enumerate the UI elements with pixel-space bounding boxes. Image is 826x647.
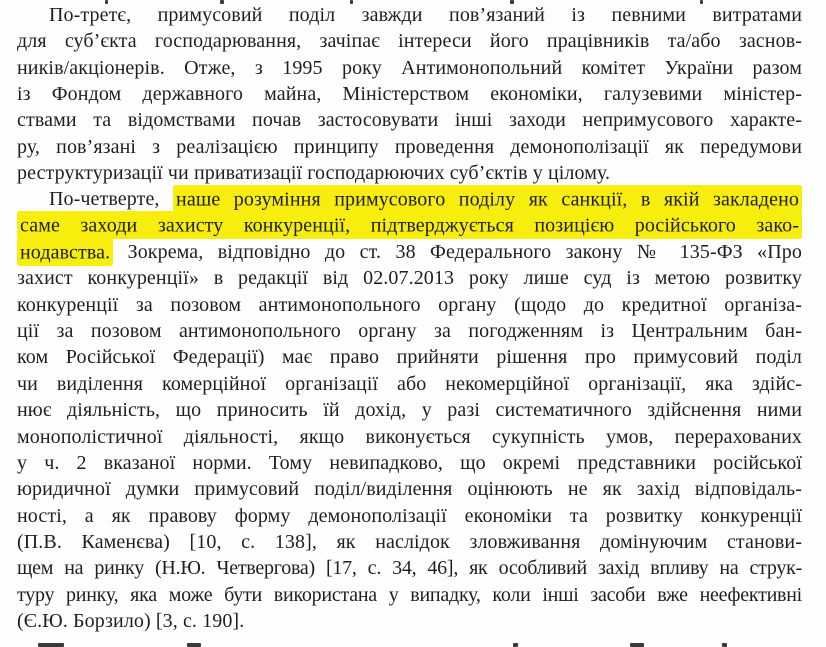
text-line — [17, 292, 802, 318]
highlighted-text: наше розуміння примусового поділу як санкції, в якій закладено — [173, 185, 802, 213]
text-line — [17, 450, 802, 476]
text-segment: захист конкуренції» в редакції від 02.07.2013 року лише суд із метою розвитку — [17, 267, 802, 290]
text-segment: щем на ринку (Н.Ю. Четвергова) [17, с. 34, 46], як особливий захід впливу на струк- — [17, 557, 802, 580]
text-segment: ствами та відомствами почав застосовувати інші заходи непримусового характе- — [17, 109, 802, 132]
text-segment: конкуренції за позовом антимонопольного органу (щодо до кредитної організа- — [17, 293, 802, 316]
text-line — [17, 55, 802, 81]
text-line — [17, 476, 802, 502]
text-segment: ком Російської Федерації) має право прийняти рішення про примусовий поділ — [17, 346, 802, 369]
text-segment: монополістичної діяльності, якщо виконується сукупність умов, перерахованих — [17, 425, 802, 448]
text-line — [17, 107, 802, 133]
text-line — [17, 28, 802, 54]
clipped-line-top-fragment — [510, 0, 514, 4]
text-line — [17, 134, 802, 160]
clipped-line-bottom-fragment — [722, 643, 727, 647]
text-line — [17, 318, 802, 344]
text-line — [17, 371, 802, 397]
text-line — [17, 81, 802, 107]
clipped-line-top-fragment — [220, 0, 224, 4]
text-segment: По-третє, примусовий поділ завжди пов’язаний із певними витратами — [49, 4, 802, 26]
text-segment: (П.В. Каменєва) [10, с. 138], як наслідок зловживання домінуючим станови- — [17, 530, 802, 553]
clipped-line-top-fragment — [105, 0, 108, 4]
clipped-line-bottom-fragment — [630, 643, 644, 647]
text-segment: із Фондом державного майна, Міністерством економіки, галузевими міністер- — [17, 83, 802, 106]
text-segment: ру, пов’язані з реалізацією принципу проведення демонополізації як передумови — [17, 135, 802, 158]
clipped-line-bottom-fragment — [187, 643, 201, 647]
clipped-line-top-fragment — [350, 0, 353, 4]
highlighted-text: саме заходи захисту конкуренції, підтверджується позицією російського зако- — [17, 211, 802, 239]
clipped-line-bottom-fragment — [513, 643, 518, 647]
text-segment: нює діяльність, що приносить їй дохід, у разі систематичного здійснення ними — [17, 399, 802, 422]
text-line — [17, 529, 802, 555]
text-segment: реструктуризації чи приватизації господарюючих суб’єктів у цілому. — [17, 162, 611, 185]
text-segment: (Є.Ю. Борзило) [3, с. 190]. — [17, 609, 245, 632]
text-line — [17, 186, 802, 212]
text-line — [17, 608, 802, 634]
text-segment: ції за позовом антимонопольного органу за погодженням із Центральним бан- — [17, 320, 802, 343]
text-segment: чи виділення комерційної організації або некомерційної організації, яка здійс- — [17, 372, 802, 395]
text-line — [17, 160, 802, 186]
text-segment: для суб’єкта господарювання, зачіпає інтереси його працівників та/або заснов- — [17, 30, 802, 53]
text-line — [17, 213, 802, 239]
clipped-line-bottom-fragment — [38, 643, 64, 647]
text-segment: ників/акціонерів. Отже, з 1995 року Антимонопольний комітет України разом — [17, 56, 802, 79]
text-line — [17, 2, 802, 28]
text-line — [17, 503, 802, 529]
text-segment: По-четверте, — [49, 188, 174, 211]
body-text — [17, 2, 802, 634]
text-line — [17, 582, 802, 608]
text-segment: юридичної думки примусовий поділ/виділення оцінюють не як захід відповідаль- — [17, 478, 802, 501]
text-segment: туру ринку, яка може бути використана у випадку, коли інші засоби вже неефективні — [17, 583, 802, 606]
text-segment: у ч. 2 вказаної норми. Тому невипадково, що окремі представники російської — [17, 451, 802, 474]
text-line — [17, 397, 802, 423]
text-line — [17, 265, 802, 291]
text-line — [17, 424, 802, 450]
text-line — [17, 555, 802, 581]
text-segment: Зокрема, відповідно до ст. 38 Федерального закону № 135-ФЗ «Про — [113, 241, 802, 264]
text-segment: ності, а як правову форму демонополізації економіки та розвитку конкуренції — [17, 504, 802, 527]
text-line — [17, 239, 802, 265]
highlighted-text: нодавства. — [17, 238, 113, 266]
clipped-line-top-fragment — [700, 0, 703, 4]
text-line — [17, 344, 802, 370]
